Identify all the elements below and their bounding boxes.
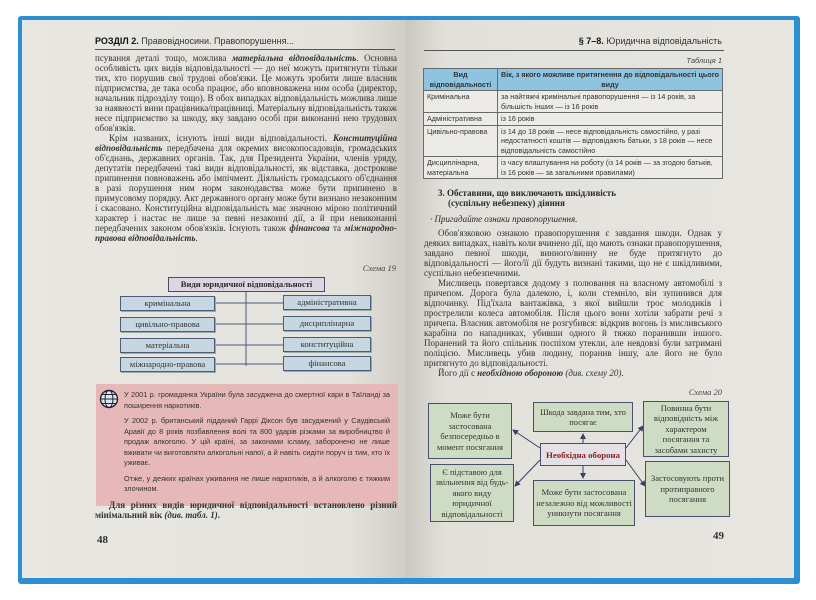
scheme19-item: фінансова <box>283 356 371 371</box>
paragraph: псування деталі тощо, можлива матеріальна відповідальність. Основна особливість цих видів відповідальності — до неї можуть притягнути тільки тих, хто порушив свої трудові обов'язки. Це можуть зробити лише власник підприємства, де така особа працює, або вповноважена ним особа (директор, начальник підрозділу тощо). В обох випадках відповідальність можлива лише за наявності вини працівника/працівниці. Матеріальну відповідальність також несе підприємство за шкоду, яку завдано особі при виконанні нею трудових обов'язків. <box>95 53 398 133</box>
scheme19-item: матеріальна <box>120 338 215 353</box>
info-paragraph: Отже, у деяких країнах уживання не лише наркотиків, а й алкоголю є тяжким злочином. <box>124 473 390 493</box>
scheme19-caption: Схема 19 <box>362 263 396 273</box>
paragraph: Крім названих, існують інші види відповідальності. Конституційна відповідальність передбачена для окремих високопосадовців, громадських об'єднань, державних органів. Так, для Президента України, членів уряду, депутатів передбачені такі види відповідальності, як відставка, дострокове припинення повноважень або імпічмент. Діяльність громадського об'єднання в разі порушення ним норм законодавства може бути припинено в примусовому порядку. Акт державного органу може бути визнано незаконним і скасовано. Конституційна відповідальність має значною мірою політичний характер і настає не лише за певні незаконні дії, а й при невиконанні передбачених законом обов'язків. Існують також фінансова та міжнародно-правова відповідальність. <box>95 133 397 243</box>
scheme20-box: Може бути застосована безпосередньо в момент посягання <box>428 403 512 459</box>
page-number-left: 48 <box>97 534 108 546</box>
scheme19-item: конституційна <box>283 337 371 352</box>
table-row: Дисциплінарна, матеріальна із часу влаштування на роботу (із 14 років — за згодою батьків, із 16 років — за загальними правилами) <box>424 157 723 179</box>
scheme20-box: Повинна бути відповідність між характером посягання та засобами захисту <box>643 401 729 457</box>
scheme19-item: адміністративна <box>283 295 371 310</box>
scheme20-box: Є підставою для звільнення від будь-якого виду юридичної відповідальності <box>430 464 514 522</box>
scheme20-caption: Схема 20 <box>688 387 722 397</box>
section-label: РОЗДІЛ 2. <box>95 36 139 46</box>
scheme19-title: Види юридичної відповідальності <box>168 277 325 292</box>
page-number-right: 49 <box>713 530 724 542</box>
paragraph: Його дії є необхідною обороною (див. схему 20). <box>438 368 624 378</box>
prompt: · Пригадайте ознаки правопорушення. <box>430 214 578 224</box>
section-title: Правовідносини. Правопорушення... <box>141 36 294 46</box>
table-row: Кримінальна за найтяжчі кримінальні правопорушення — із 14 років, за більшість інших — із 16 років <box>424 91 723 113</box>
scheme19-item: міжнародно-правова <box>120 357 215 372</box>
table-header-row: Вид відповідальності Вік, з якого можливе притягнення до відповідальності цього виду <box>424 69 723 91</box>
table-row: Цивільно-правова із 14 до 18 років — несе відповідальність самостійно, у разі недостатності коштів — відповідають батьки, з 18 років — несе відповідальність самостійно <box>424 125 723 157</box>
left-closing-paragraph: Для різних видів юридичної відповідальності встановлено різний мінімальний вік (див. табл. 1). <box>95 500 397 520</box>
section-label: § 7–8. <box>578 36 604 46</box>
scheme19-item: дисциплінарна <box>283 316 371 331</box>
section-title: Юридична відповідальність <box>606 36 722 46</box>
scheme20-box: Застосовують проти протиправного посягання <box>645 461 730 517</box>
paragraph: Мисливець повертався додому з полювання на власному автомобілі з причепом. Дорога була далекою, і, коли стемніло, він зупинився для відпочинку. Під'їхала вантажівка, з якої вийшли троє молодиків і прострелили колеса автомобіля. Після цього вони хотіли забрати речі з причепа. Власник автомобіля не розгубився: відкрив вогонь із мисливського карабіна по нападниках, убивши одного й тяжко поранивши іншого. Поранений та його спільник поспіхом утекли, але невдовзі були затримані поліцією. Мисливець убив людину, поранив іншу, але його не було притягнуто до відповідальності. <box>424 278 722 368</box>
table-caption: Таблиця 1 <box>686 56 722 65</box>
table-row: Адміністративна із 16 років <box>424 113 723 126</box>
scheme20-box: Може бути застосована незалежно від можливості уникнути посягання <box>533 480 635 526</box>
scheme19-item: цивільно-правова <box>120 317 215 332</box>
info-paragraph: У 2001 р. громадянка України була засуджена до смертної кари в Таїланді за поширення наркотиків. <box>124 390 390 410</box>
paragraph: Обов'язковою ознакою правопорушення є завдання шкоди. Однак у деяких випадках, навіть коли вчинено дії, що мають ознаки правопорушення, завдано певної шкоди, винного/винну не буде притягнуто до відповідальності — його/її дії будуть визнані такими, що не є шкідливими, суспільно небезпечними. <box>424 228 722 278</box>
scheme20-center: Необхідна оборона <box>540 443 626 466</box>
scheme19-item: кримінальна <box>120 296 215 311</box>
info-paragraph: У 2002 р. британський підданий Гаррі Діксон був засуджений у Саудівській Аравії до 8 років позбавлення волі та 800 ударів різками за виробництво й продаж алкоголю. У цій країні, за законами ісламу, заборонено не лише вживати чи виготовляти алкогольні напої, а й навіть сидіти поруч із тим, хто їх уживає. <box>124 416 390 467</box>
section-heading: 3. Обставини, що виключають шкідливість (суспільну небезпеку) діяння <box>438 188 616 208</box>
scheme20-box: Шкода завдана тим, хто посягає <box>533 402 633 432</box>
